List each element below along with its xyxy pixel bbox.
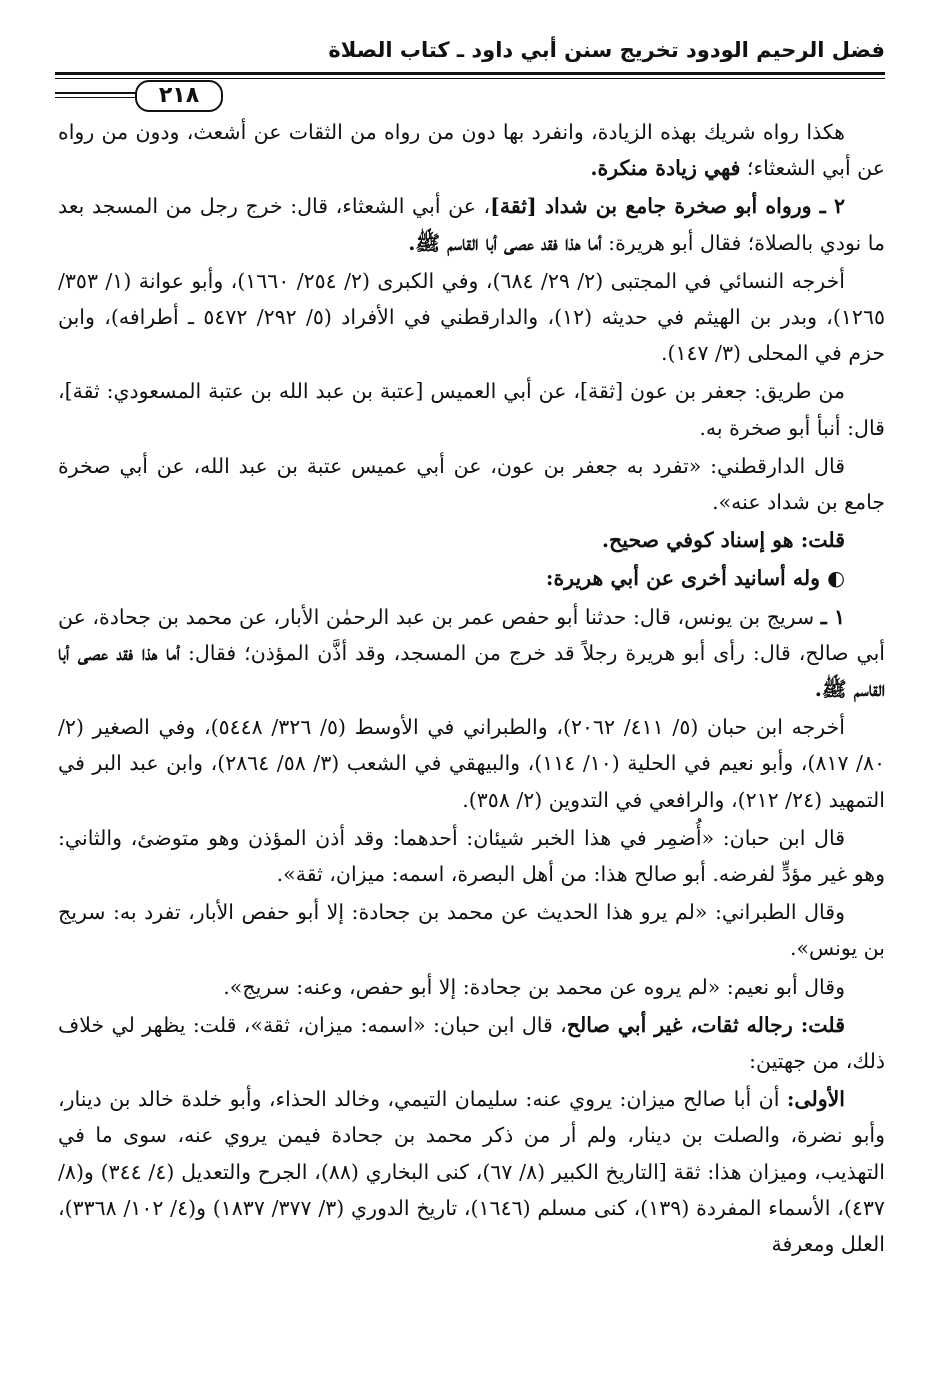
text-run: قال ابن حبان: «أُضمِر في هذا الخبر شيئان: أحدهما: وقد أذن المؤذن وهو متوضئ، والثاني: وهو غير مؤدٍّ لفرضه. أبو صالح هذا: من أهل البصرة، اسمه: ميزان، ثقة».	[58, 825, 885, 887]
page-header	[55, 38, 885, 110]
bold-text: ١ ـ	[820, 604, 845, 629]
bold-text: أما هذا فقد عصى أبا القاسم ﷺ.	[58, 640, 885, 702]
paragraph	[58, 1007, 885, 1079]
text-run: أخرجه النسائي في المجتبى (٢/ ٢٩/ ٦٨٤)، وفي الكبرى (٢/ ٢٥٤/ ١٦٦٠)، وأبو عوانة (١/ ٣٥٣/ ١٢٦٥)، وبدر بن الهيثم في حديثه (١٢)، والدارقطني في الأفراد (٥/ ٢٩٢/ ٥٤٧٢ ـ أطرافه)، وابن حزم في المحلى (٣/ ١٤٧).	[58, 268, 885, 366]
text-run: وقال أبو نعيم: «لم يروه عن محمد بن جحادة: إلا أبو حفص، وعنه: سريج».	[223, 974, 845, 999]
paragraph	[58, 114, 885, 186]
page-number-frame	[55, 78, 285, 108]
text-run: سريج بن يونس، قال: حدثنا أبو حفص عمر بن عبد الرحمٰن الأبار، عن محمد بن جحادة، عن أبي صالح، قال: رأى أبو هريرة رجلاً قد خرج من المسجد، وقد أذَّن المؤذن؛ فقال:	[58, 604, 885, 665]
paragraph	[58, 188, 885, 260]
paragraph	[58, 522, 885, 558]
text-run: ، قال ابن حبان: «اسمه: ميزان، ثقة»، قلت: يظهر لي خلاف ذلك، من جهتين:	[58, 1012, 885, 1074]
bold-text: ٢ ـ ورواه أبو صخرة جامع بن شداد [ثقة]	[490, 194, 845, 219]
text-run: أخرجه ابن حبان (٥/ ٤١١/ ٢٠٦٢)، والطبراني في الأوسط (٥/ ٣٢٦/ ٥٤٤٨)، وفي الصغير (٢/ ٨٠/ ٨١٧)، وأبو نعيم في الحلية (١٠/ ١١٤)، والبيهقي في الشعب (٣/ ٥٨/ ٢٨٦٤)، وابن عبد البر في التمهيد (٢٤/ ٢١٢)، والرافعي في التدوين (٢/ ٣٥٨).	[58, 715, 885, 812]
text-run: هكذا رواه شريك بهذه الزيادة، وانفرد بها دون من رواه من الثقات عن أشعث، ودون من رواه عن أبي الشعثاء؛	[58, 120, 885, 181]
bold-text: قلت: هو إسناد كوفي صحيح.	[601, 528, 845, 553]
running-title: فضل الرحيم الودود تخريج سنن أبي داود ـ كتاب الصلاة	[328, 38, 885, 62]
text-run: أن أبا صالح ميزان: يروي عنه: سليمان التيمي، وخالد الحذاء، وأبو خلدة خالد بن دينار، وأبو نضرة، والصلت بن دينار، ولم أر من ذكر محمد بن جحادة فيمن يروي عنه، سوى ما في التهذيب، وميزان هذا: ثقة [التاريخ الكبير (٨/ ٦٧)، كنى البخاري (٨٨)، الجرح والتعديل (٤/ ٣٤٤) و(٨/ ٤٣٧)، الأسماء المفردة (١٣٩)، كنى مسلم (١٦٤٦)، تاريخ الدوري (٣/ ٣٧٧/ ١٨٣٧) و(٤/ ١٠٢/ ٣٣٦٨)، العلل ومعرفة	[58, 1087, 885, 1257]
section-heading	[58, 560, 885, 596]
page-number-rule	[55, 92, 140, 94]
text-run: من طريق: جعفر بن عون [ثقة]، عن أبي العميس [عتبة بن عبد الله بن عتبة المسعودي: ثقة]، قال: أنبأ أبو صخرة به.	[58, 379, 885, 440]
bold-text: ◐ وله أسانيد أخرى عن أبي هريرة:	[545, 566, 845, 591]
bold-text: فهي زيادة منكرة.	[590, 156, 741, 181]
bold-text: أما هذا فقد عصى أبا القاسم ﷺ.	[408, 230, 602, 255]
text-run: وقال الطبراني: «لم يرو هذا الحديث عن محمد بن جحادة: إلا أبو حفص الأبار، تفرد به: سريج بن يونس».	[58, 900, 885, 961]
text-run: قال الدارقطني: «تفرد به جعفر بن عون، عن أبي عميس عتبة بن عبد الله، عن أبي صخرة جامع بن شداد عنه».	[58, 453, 885, 515]
paragraph	[58, 448, 885, 520]
text-run: ، عن أبي الشعثاء، قال: خرج رجل من المسجد بعد ما نودي بالصلاة؛ فقال أبو هريرة:	[58, 194, 885, 255]
page-body	[58, 114, 885, 1264]
paragraph	[58, 820, 885, 892]
page-number-rule-thin	[55, 97, 140, 98]
header-rule	[55, 72, 885, 75]
paragraph	[58, 894, 885, 966]
bold-text: الأولى:	[786, 1087, 845, 1112]
paragraph	[58, 599, 885, 708]
paragraph	[58, 263, 885, 372]
page-number: ٢١٨	[135, 80, 223, 112]
paragraph	[58, 373, 885, 445]
bold-text: قلت: رجاله ثقات، غير أبي صالح	[566, 1012, 845, 1037]
paragraph	[58, 969, 885, 1005]
paragraph	[58, 1081, 885, 1262]
paragraph	[58, 709, 885, 818]
